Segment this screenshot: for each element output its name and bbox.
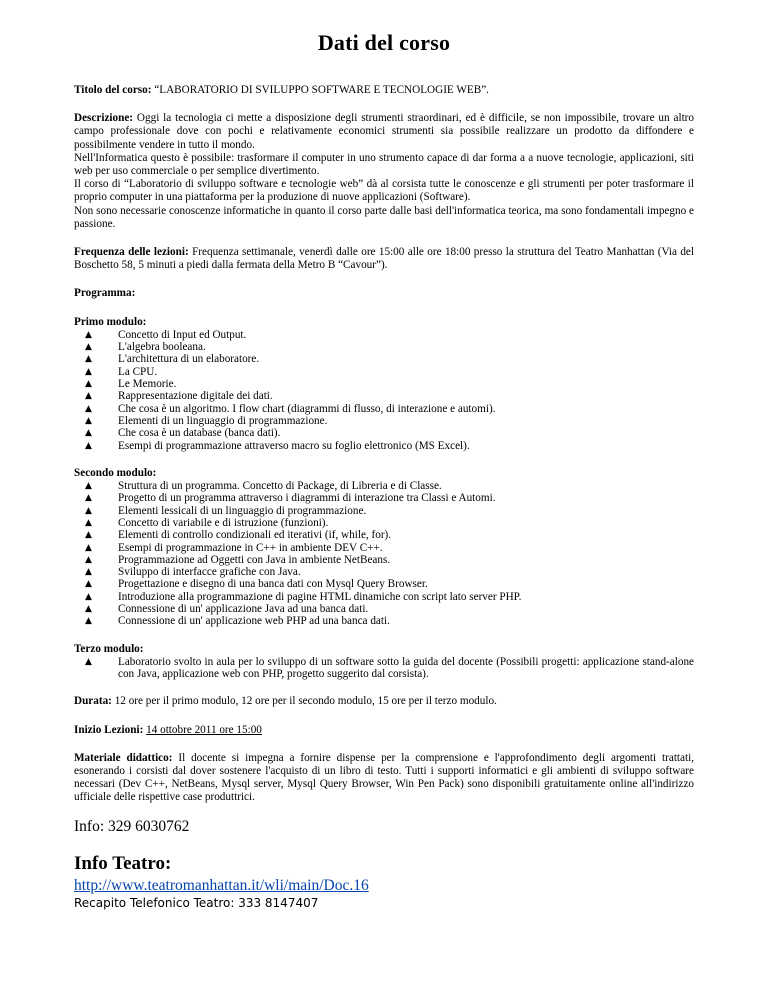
list-item-text: Concetto di Input ed Output. bbox=[118, 328, 247, 341]
module-title: Primo modulo: bbox=[74, 315, 147, 328]
list-item-text: Elementi di un linguaggio di programmazione. bbox=[118, 414, 328, 427]
module-list bbox=[74, 329, 694, 452]
duration-line bbox=[74, 695, 694, 708]
list-item-text: Laboratorio svolto in aula per lo sviluppo di un software sotto la guida del docente (Possibili progetti: applicazione stand-alone con Java, applicazione web con PHP, progetto suggerito dal corsista). bbox=[118, 655, 694, 681]
frequency-label: Frequenza delle lezioni: bbox=[74, 246, 189, 259]
triangle-bullet-icon: ▲ bbox=[85, 656, 92, 667]
list-item bbox=[74, 378, 694, 390]
description-section bbox=[74, 112, 694, 231]
info-phone: Info: 329 6030762 bbox=[74, 817, 190, 835]
list-item bbox=[74, 529, 694, 541]
module-list bbox=[74, 480, 694, 628]
list-item-text: Che cosa è un algoritmo. I flow chart (diagrammi di flusso, di interazione e automi). bbox=[118, 402, 496, 415]
program-heading: Programma: bbox=[74, 287, 136, 300]
list-item bbox=[74, 390, 694, 402]
triangle-bullet-icon: ▲ bbox=[85, 428, 92, 439]
course-title-line bbox=[74, 84, 694, 97]
list-item bbox=[74, 353, 694, 365]
module-section bbox=[74, 316, 694, 452]
list-item-text: Programmazione ad Oggetti con Java in ambiente NetBeans. bbox=[118, 553, 391, 566]
page-title: Dati del corso bbox=[317, 30, 451, 55]
triangle-bullet-icon: ▲ bbox=[85, 579, 92, 590]
list-item-text: Concetto di variabile e di istruzione (funzioni). bbox=[118, 516, 329, 529]
materials-value: Il docente si impegna a fornire dispense per la comprensione e l'approfondimento degli argomenti trattati, esonerando i corsisti dal dover sostenere l'acquisto di un libro di testo. Tutti i supporti informatici e gli ambienti di sviluppo software necessari (Dev C++, NetBeans, Mysql server, Mysql Query Browser, Win Pen Pack) sono disponibili gratuitamente online all'indirizzo ufficiale delle rispettive case produttrici. bbox=[74, 751, 695, 804]
triangle-bullet-icon: ▲ bbox=[85, 329, 92, 340]
frequency-line bbox=[74, 246, 694, 272]
triangle-bullet-icon: ▲ bbox=[85, 567, 92, 578]
start-label: Inizio Lezioni: bbox=[74, 723, 144, 736]
materials-label: Materiale didattico: bbox=[74, 751, 173, 764]
module-title: Secondo modulo: bbox=[74, 466, 157, 479]
list-item bbox=[74, 440, 694, 452]
description-p1 bbox=[74, 112, 694, 152]
list-item bbox=[74, 492, 694, 504]
list-item bbox=[74, 615, 694, 627]
list-item bbox=[74, 505, 694, 517]
triangle-bullet-icon: ▲ bbox=[85, 391, 92, 402]
duration-label: Durata: bbox=[74, 695, 112, 708]
triangle-bullet-icon: ▲ bbox=[85, 530, 92, 541]
duration-value: 12 ore per il primo modulo, 12 ore per il secondo modulo, 15 ore per il terzo modulo. bbox=[114, 695, 497, 708]
list-item bbox=[74, 403, 694, 415]
list-item-text: Progetto di un programma attraverso i diagrammi di interazione tra Classi e Automi. bbox=[118, 492, 496, 505]
list-item-text: Sviluppo di interfacce grafiche con Java. bbox=[118, 566, 301, 579]
module-section bbox=[74, 467, 694, 628]
triangle-bullet-icon: ▲ bbox=[85, 591, 92, 602]
triangle-bullet-icon: ▲ bbox=[85, 517, 92, 528]
triangle-bullet-icon: ▲ bbox=[85, 616, 92, 627]
list-item bbox=[74, 591, 694, 603]
list-item bbox=[74, 578, 694, 590]
program-modules bbox=[74, 316, 694, 681]
triangle-bullet-icon: ▲ bbox=[85, 505, 92, 516]
list-item bbox=[74, 415, 694, 427]
course-title-value: “LABORATORIO DI SVILUPPO SOFTWARE E TECNOLOGIE WEB”. bbox=[154, 84, 489, 96]
module-title: Terzo modulo: bbox=[74, 642, 144, 655]
triangle-bullet-icon: ▲ bbox=[85, 440, 92, 451]
triangle-bullet-icon: ▲ bbox=[85, 403, 92, 414]
triangle-bullet-icon: ▲ bbox=[85, 342, 92, 353]
description-text-1: Oggi la tecnologia ci mette a disposizione degli strumenti straordinari, ed è difficile, se non impossibile, trovare un altro campo professionale dove con pochi e relativamente economici strumenti sia possibile realizzare un prodotto da diffondere e possibilmente vendere in tutto il mondo. bbox=[74, 112, 695, 151]
list-item-text: Introduzione alla programmazione di pagine HTML dinamiche con script lato server PHP. bbox=[118, 590, 522, 603]
theatre-heading: Info Teatro: bbox=[74, 852, 172, 874]
module-section bbox=[74, 643, 694, 681]
list-item bbox=[74, 566, 694, 578]
triangle-bullet-icon: ▲ bbox=[85, 415, 92, 426]
description-p3: Il corso di “Laboratorio di sviluppo software e tecnologie web” dà al corsista tutte le conoscenze e gli strumenti per poter trasformare il proprio computer in una piattaforma per la produzione di nuove applicazioni (Software). bbox=[74, 178, 694, 204]
list-item-text: Progettazione e disegno di una banca dati con Mysql Query Browser. bbox=[118, 578, 428, 591]
triangle-bullet-icon: ▲ bbox=[85, 542, 92, 553]
list-item bbox=[74, 341, 694, 353]
list-item-text: Struttura di un programma. Concetto di Package, di Libreria e di Classe. bbox=[118, 480, 442, 493]
triangle-bullet-icon: ▲ bbox=[85, 481, 92, 492]
triangle-bullet-icon: ▲ bbox=[85, 554, 92, 565]
list-item-text: L'architettura di un elaboratore. bbox=[118, 353, 260, 366]
list-item bbox=[74, 480, 694, 492]
module-list bbox=[74, 656, 694, 681]
description-label: Descrizione: bbox=[74, 112, 134, 125]
frequency-value: Frequenza settimanale, venerdì dalle ore 15:00 alle ore 18:00 presso la struttura del Teatro Manhattan (Via del Boschetto 58, 5 minuti a piedi dalla fermata della Metro B “Cavour”). bbox=[74, 246, 695, 272]
theatre-link[interactable]: http://www.teatromanhattan.it/wli/main/Doc.16 bbox=[74, 876, 369, 894]
triangle-bullet-icon: ▲ bbox=[85, 354, 92, 365]
list-item-text: Elementi lessicali di un linguaggio di programmazione. bbox=[118, 504, 367, 517]
list-item bbox=[74, 329, 694, 341]
list-item-text: Le Memorie. bbox=[118, 378, 177, 391]
list-item-text: Che cosa è un database (banca dati). bbox=[118, 427, 281, 440]
list-item bbox=[74, 427, 694, 439]
theatre-phone: Recapito Telefonico Teatro: 333 8147407 bbox=[74, 895, 319, 910]
triangle-bullet-icon: ▲ bbox=[85, 379, 92, 390]
list-item-text: L'algebra booleana. bbox=[118, 341, 206, 354]
description-p4: Non sono necessarie conoscenze informatiche in quanto il corso parte dalle basi dell'informatica teorica, ma sono fondamentali impegno e passione. bbox=[74, 204, 694, 230]
start-line bbox=[74, 724, 694, 737]
course-title-label: Titolo del corso: bbox=[74, 84, 152, 96]
triangle-bullet-icon: ▲ bbox=[85, 493, 92, 504]
list-item-text: Connessione di un' applicazione web PHP ad una banca dati. bbox=[118, 615, 390, 628]
description-p2: Nell'Informatica questo è possibile: trasformare il computer in uno strumento capace di dar forma a a nuove tecnologie, applicazioni, siti web per uso commerciale o per semplice divertimento. bbox=[74, 151, 694, 178]
list-item-text: Connessione di un' applicazione Java ad una banca dati. bbox=[118, 602, 369, 615]
list-item-text: Esempi di programmazione in C++ in ambiente DEV C++. bbox=[118, 541, 383, 554]
start-date: 14 ottobre 2011 ore 15:00 bbox=[146, 723, 262, 736]
list-item bbox=[74, 554, 694, 566]
list-item-text: Elementi di controllo condizionali ed iterativi (if, while, for). bbox=[118, 529, 392, 542]
list-item bbox=[74, 542, 694, 554]
list-item bbox=[74, 656, 694, 681]
list-item bbox=[74, 366, 694, 378]
materials-line bbox=[74, 752, 694, 805]
list-item bbox=[74, 517, 694, 529]
triangle-bullet-icon: ▲ bbox=[85, 366, 92, 377]
list-item-text: Esempi di programmazione attraverso macro su foglio elettronico (MS Excel). bbox=[118, 439, 470, 452]
triangle-bullet-icon: ▲ bbox=[85, 603, 92, 614]
list-item-text: Rappresentazione digitale dei dati. bbox=[118, 390, 273, 403]
list-item-text: La CPU. bbox=[118, 365, 158, 378]
list-item bbox=[74, 603, 694, 615]
